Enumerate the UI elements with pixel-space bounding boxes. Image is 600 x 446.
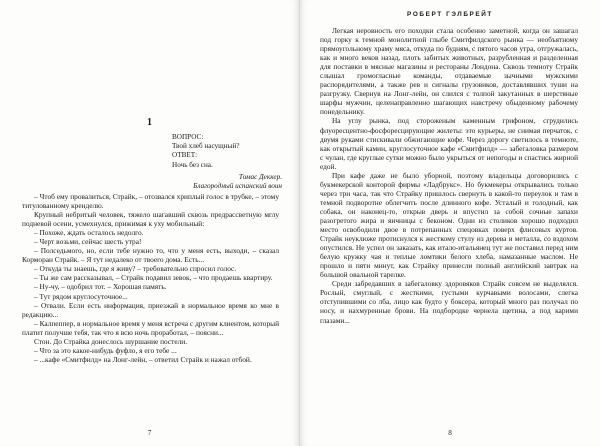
paragraph: Крупный небритый человек, тяжело шагавший сквозь предрассветную мглу подневой осени, усмехнулся, прижимая к уху мобильный: — [22, 210, 279, 229]
paragraph: – Ты же сам рассказывал, – Страйк подавил зевок, – что продаешь квартиру. — [34, 273, 273, 283]
paragraph: При кафе даже не было уборной, поэтому владельцы договорились с букмекерской конторой фирмы «Ладбрукс». Но букмекеры открывались только через три часа, так что Страйку пришлось свернуть в какой-то переулок и там в темной подворотне облегчить после длинного кофе. Усталый и голодный, как собака, он наконец-то, открыв дверь и впустил за собой сочные запахи разогретого жира и яичницы с беконом. Одни из столиков хорошо подходил место освободили двое в потрепанных спецовках поверх флисовых куртов. Страйк неуклюже протиснулся к жесткому стулу из дерева и металла, со вздохом опустился. Не успел он заказать, как итало-итальянец тут же поставил перед ним белую кружку чая и теплые ломтики белого хлеба, намазанные маслом. Не прошло и пяти минут, как Страйку принесли полный английский завтрак на большой овальной тарелке. — [320, 170, 578, 280]
left-body-text — [22, 192, 279, 364]
paragraph: Легкая неровность его походки стала особенно заметной, когда он зашагал под горку к темной монолитной глыбе Смитфилдского рынка — необъятному прямоугольному храму мяса, откуда по будням, с пятого часов утра, отгружалась, как и много веков назад, плоть забитых животных, разрубленная и разделенная для поставки в мясные магазины и рестораны Лондона. Сквозь темноту Страйк слышал громогласные команды, отдаваемые зычными мужскими распорядителями, а также рев и сигналы грузовиков, доставлявших туши на разгрузку. Свернув на Лонг-лейн, он слился с толпой закутанных в шерстяные шарфы мужчин, целенаправленно шагающих навстречу обыденному рабочему понедельнику. — [320, 26, 578, 117]
right-page — [300, 0, 600, 446]
paragraph: – ...кафе «Смитфилд» на Лонг-лейн, – ответил Страйк и нажал отбой. — [34, 354, 252, 364]
epigraph-line: ОТВЕТ: — [172, 151, 198, 160]
paragraph: Среди забредавших в забегаловку здоровяков Страйк совсем не выделялся. Рослый, смуглый, с жесткими, густыми курчавыми волосами, слегка отступившими со лба, лицо как будто у боксера, который много раз получал по носу, и нахмуренные брови. На подбородке чернела щетина, а под карими глазами... — [320, 279, 578, 325]
epigraph-attribution — [172, 173, 282, 191]
paragraph: – Полседьмого, но, если тебе нужно то, что у меня есть, выходи, – сказал Корморан Страйк. – Я тут недалеко от твоего дома. Есть... — [22, 246, 279, 265]
page-number-left: 7 — [147, 429, 152, 437]
epigraph — [172, 133, 282, 191]
paragraph: – Черт возьми, сейчас шесть утра! — [34, 237, 142, 247]
epigraph-line: ВОПРОС: — [172, 133, 204, 141]
epigraph-author: Томас Деккер. — [238, 172, 282, 181]
paragraph: – Чтоб ему провалиться, Страйк, – отозвался хриплый голос в трубке, – этому титулованному кренделю. — [22, 192, 279, 211]
paragraph: Стон. До Страйка донеслось шуршание постели. — [34, 336, 188, 346]
epigraph-source: Благородный испанский воин — [193, 182, 282, 191]
paragraph: – Отвали. Если есть информация, приезжай в нормальное время ко мне в редакцию... — [22, 300, 279, 319]
paragraph: – Ну-чу, – одобрил тот. – Хорошая память. — [34, 282, 167, 292]
page-number-right: 8 — [448, 429, 452, 437]
paragraph: – Калпеппер, в нормальное время у меня встреча с другим клиентом, который платит получше тебя, так что я всю ночь проработал, – поясни... — [22, 318, 279, 337]
epigraph-line: Ночь без сна. — [172, 160, 213, 169]
paragraph: – Похоже, ждать осталось недолго. — [34, 228, 144, 238]
paragraph: – Что за это какое-нибудь фуфло, я его тебе ... — [34, 345, 177, 355]
paragraph: На углу рынка, под стороженым каменным грифоном, сгрудились флуоресцентно-фосфоресцирующие жилеты: это курьеры, не снимая перчаток, с двумя руками стискивали обжигающие кофе. Через дорогу светилось в темноте, как открытый камин, круглосуточное кафе «Смитфилд» — забегаловка размером с чулан, где круглые сутки можно было укрыться от непогоды и спастись жирной едой. — [320, 116, 578, 171]
running-head: РОБЕРТ ГЭЛБРЕЙТ — [407, 11, 493, 18]
paragraph: – Откуда ты знаешь, где я живу? – требовательно спросил голос. — [34, 264, 237, 274]
paragraph: – Тут рядом круглосуточное... — [34, 291, 128, 301]
chapter-number: 1 — [147, 117, 152, 128]
epigraph-line: Твой хлеб насущный? — [172, 142, 240, 151]
right-body-text — [320, 26, 578, 325]
